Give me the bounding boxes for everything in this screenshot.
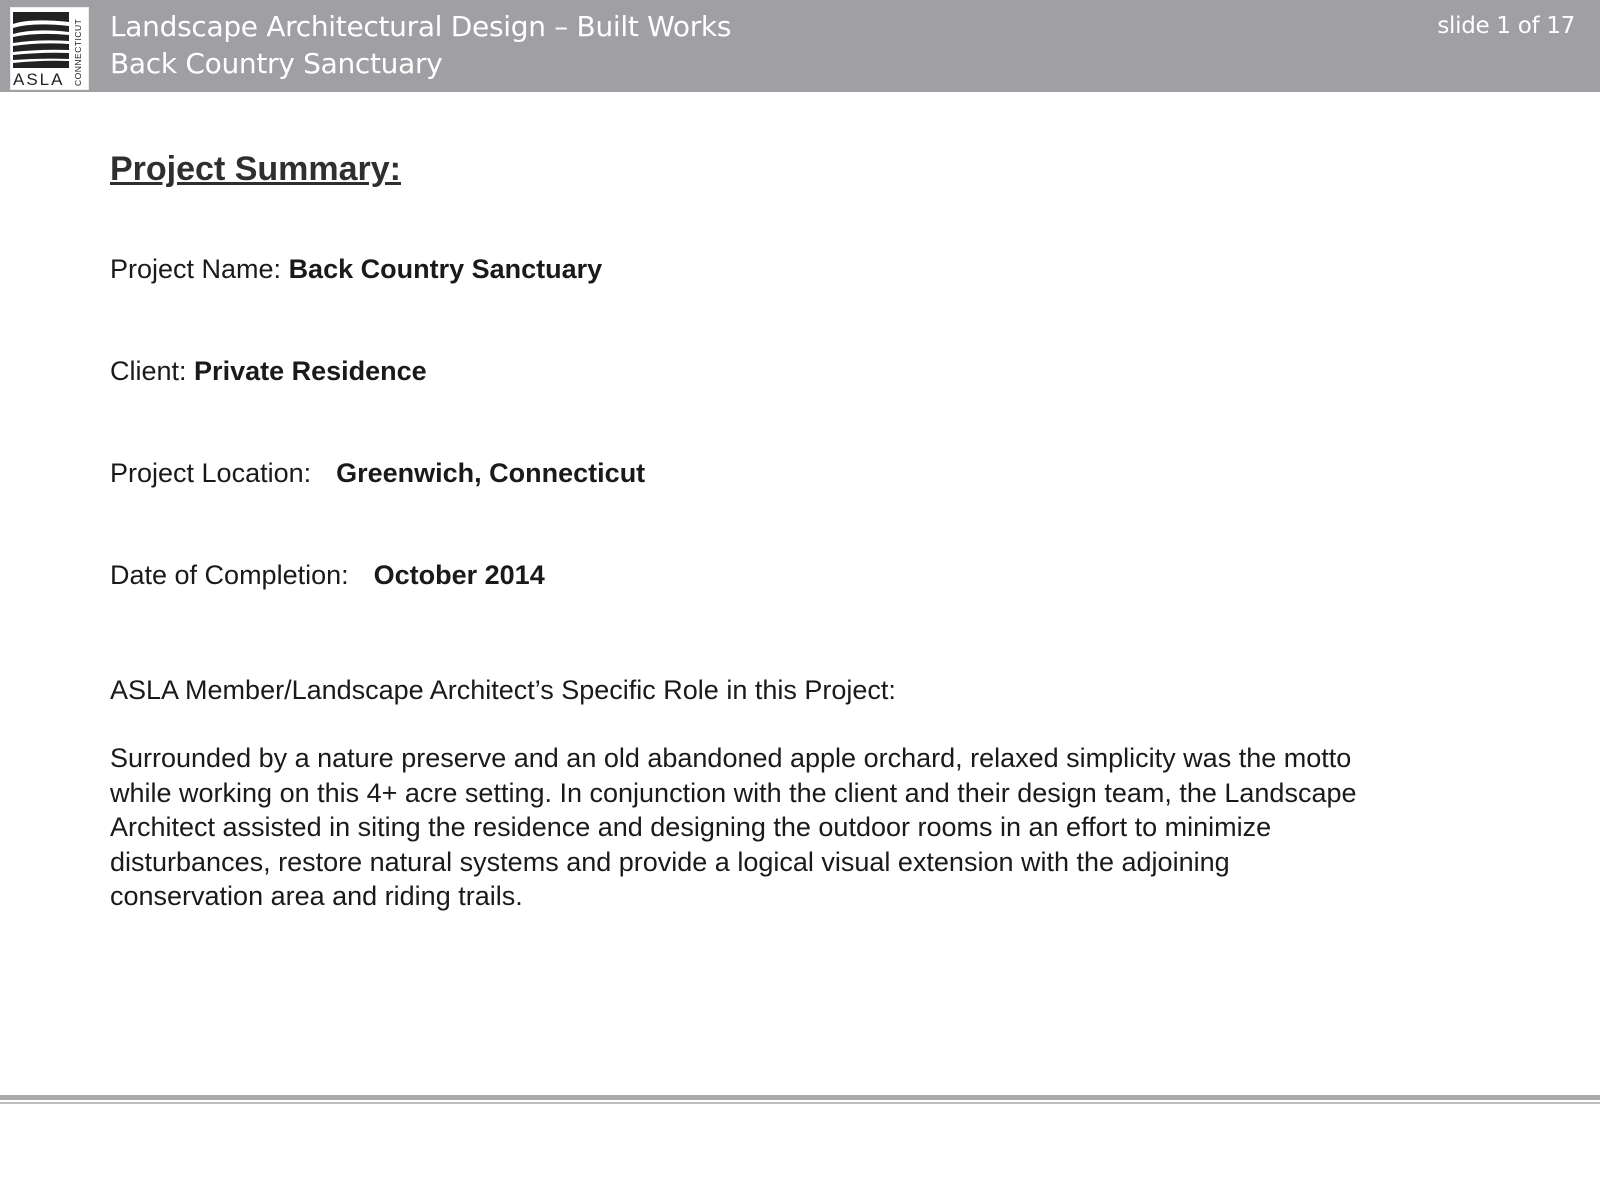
svg-text:CONNECTICUT: CONNECTICUT bbox=[73, 18, 83, 86]
summary-heading: Project Summary: bbox=[110, 150, 401, 188]
header-subtitle: Back Country Sanctuary bbox=[110, 47, 443, 80]
client-field bbox=[110, 354, 427, 388]
location-label: Project Location: bbox=[110, 458, 312, 488]
asla-logo-icon bbox=[11, 8, 88, 89]
project-name-value: Back Country Sanctuary bbox=[288, 254, 603, 284]
completion-value: October 2014 bbox=[373, 560, 545, 590]
footer-divider bbox=[0, 1095, 1600, 1100]
description-line: disturbances, restore natural systems and provide a logical visual extension with the adjoining bbox=[110, 846, 1230, 877]
completion-label: Date of Completion: bbox=[110, 560, 349, 590]
description-line: Architect assisted in siting the residence and designing the outdoor rooms in an effort to minimize bbox=[110, 812, 1272, 842]
svg-text:ASLA: ASLA bbox=[13, 70, 65, 89]
location-value: Greenwich, Connecticut bbox=[336, 458, 646, 488]
role-description bbox=[110, 741, 1490, 914]
slide-counter: slide 1 of 17 bbox=[1437, 13, 1575, 39]
description-line: while working on this 4+ acre setting. In conjunction with the client and their design team, the Landscape bbox=[110, 777, 1357, 808]
location-field bbox=[110, 456, 645, 490]
header-bar bbox=[0, 0, 1600, 92]
header-title: Landscape Architectural Design – Built Works bbox=[110, 10, 732, 43]
completion-field bbox=[110, 558, 545, 592]
role-heading: ASLA Member/Landscape Architect’s Specific Role in this Project: bbox=[110, 675, 896, 705]
project-name-label: Project Name: bbox=[110, 254, 289, 284]
client-value: Private Residence bbox=[194, 356, 427, 386]
description-line: Surrounded by a nature preserve and an old abandoned apple orchard, relaxed simplicity was the motto bbox=[110, 743, 1352, 773]
asla-connecticut-logo bbox=[10, 7, 89, 90]
description-line: conservation area and riding trails. bbox=[110, 881, 523, 911]
footer-divider-thin bbox=[0, 1102, 1600, 1104]
client-label: Client: bbox=[110, 356, 195, 386]
project-name-field bbox=[110, 252, 602, 286]
